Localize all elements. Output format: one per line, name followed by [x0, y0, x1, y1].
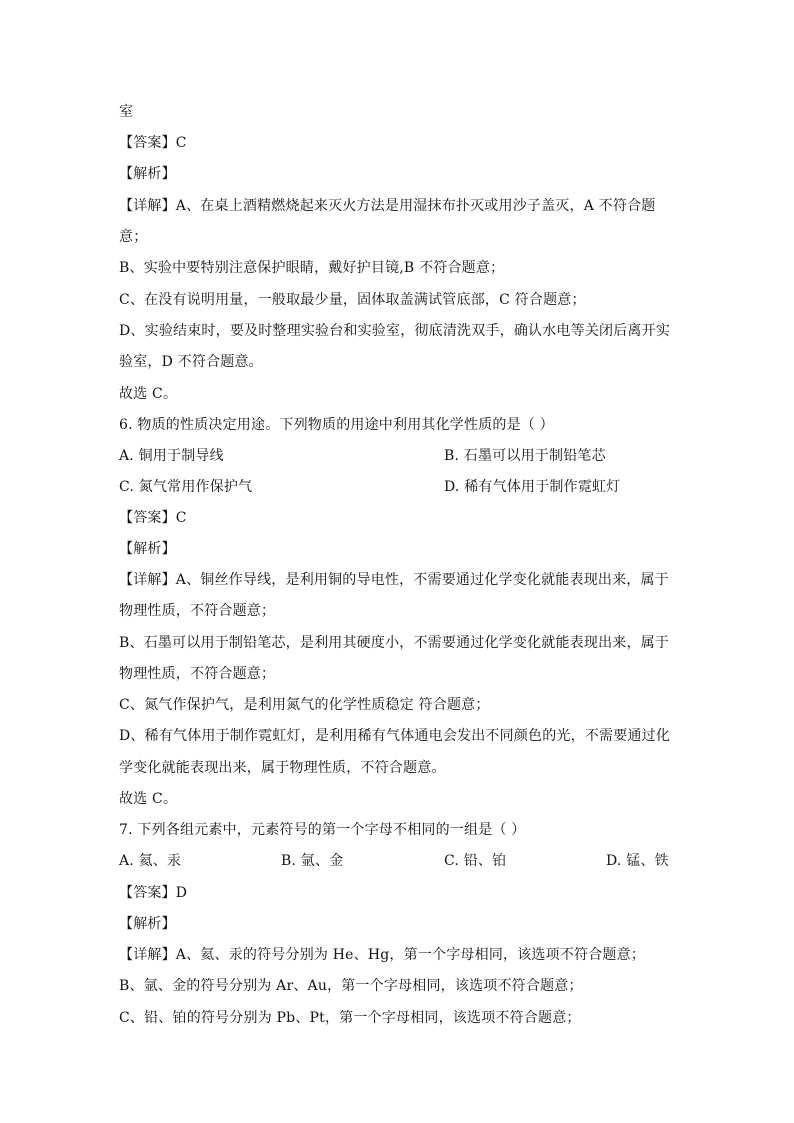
q6-detail-a: 【详解】A、铜丝作导线，是利用铜的导电性，不需要通过化学变化就能表现出来，属于: [119, 572, 669, 588]
q5-detail-d-cont: 验室，D 不符合题意。: [119, 354, 263, 370]
q6-detail-d: D、稀有气体用于制作霓虹灯，是利用稀有气体通电会发出不同颜色的光，不需要通过化: [119, 728, 671, 744]
q5-conclusion: 故选 C。: [119, 386, 178, 402]
q6-detail-c: C、氮气作保护气，是利用氮气的化学性质稳定 符合题意；: [119, 697, 490, 713]
q7-option-a: A. 氦、汞: [119, 853, 182, 869]
q6-detail-a-cont: 物理性质，不符合题意；: [119, 603, 276, 619]
q6-detail-b-cont: 物理性质，不符合题意；: [119, 666, 276, 682]
q5-detail-c: C、在没有说明用量，一般取最少量，固体取盖满试管底部，C 符合题意；: [119, 292, 586, 308]
q6-analysis-heading: 【解析】: [119, 541, 176, 557]
q7-analysis-heading: 【解析】: [119, 916, 176, 932]
q6-option-d: D. 稀有气体用于制作霓虹灯: [444, 479, 621, 495]
q5-analysis-heading: 【解析】: [119, 166, 176, 182]
q5-detail-a: 【详解】A、在桌上酒精燃烧起来灭火方法是用湿抹布扑灭或用沙子盖灭，A 不符合题: [119, 198, 656, 214]
q5-detail-a-cont: 意；: [119, 229, 148, 245]
q5-detail-d: D、实验结束时，要及时整理实验台和实验室，彻底清洗双手，确认水电等关闭后离开实: [119, 323, 671, 339]
q7-option-c: C. 铅、铂: [444, 853, 507, 869]
q6-question: 6. 物质的性质决定用途。下列物质的用途中利用其化学性质的是（ ）: [119, 417, 554, 433]
q6-option-c: C. 氮气常用作保护气: [119, 479, 253, 495]
q6-option-a: A. 铜用于制导线: [119, 448, 224, 464]
text-line-continuation: 室: [119, 104, 134, 120]
q6-option-b: B. 石墨可以用于制铅笔芯: [444, 448, 606, 464]
q7-detail-a: 【详解】A、氦、汞的符号分别为 He、Hg，第一个字母相同，该选项不符合题意；: [119, 947, 646, 963]
q7-option-b: B. 氩、金: [281, 853, 344, 869]
q7-answer: 【答案】D: [119, 885, 188, 901]
q5-answer: 【答案】C: [119, 135, 187, 151]
q5-detail-b: B、实验中要特别注意保护眼睛，戴好护目镜,B 不符合题意；: [119, 260, 505, 276]
q7-detail-b: B、氩、金的符号分别为 Ar、Au，第一个字母相同，该选项不符合题意；: [119, 978, 583, 994]
q7-option-d: D. 锰、铁: [606, 853, 669, 869]
q6-answer: 【答案】C: [119, 510, 187, 526]
q6-detail-b: B、石墨可以用于制铅笔芯，是利用其硬度小，不需要通过化学变化就能表现出来，属于: [119, 635, 670, 651]
q7-question: 7. 下列各组元素中，元素符号的第一个字母不相同的一组是（ ）: [119, 822, 526, 838]
q6-detail-d-cont: 学变化就能表现出来，属于物理性质，不符合题意。: [119, 760, 446, 776]
q7-detail-c: C、铅、铂的符号分别为 Pb、Pt，第一个字母相同，该选项不符合题意；: [119, 1010, 581, 1026]
q6-conclusion: 故选 C。: [119, 791, 178, 807]
